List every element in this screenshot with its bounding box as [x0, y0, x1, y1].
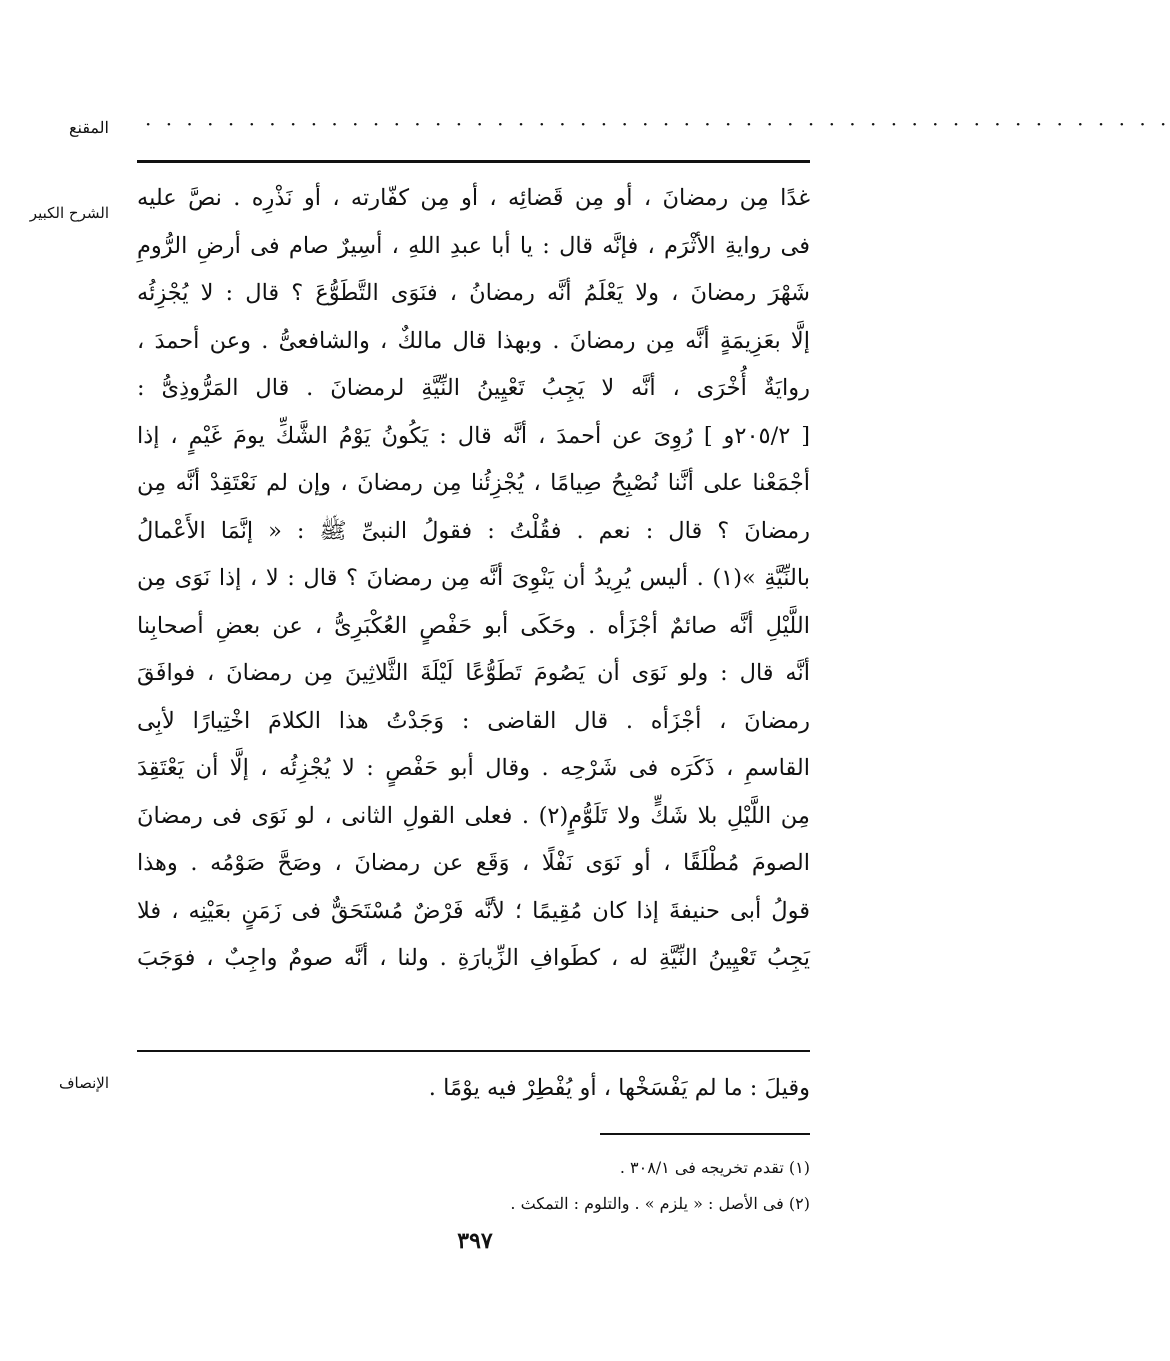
text-line: رمضانَ ، أجْزَأه . قال القاضى : وَجَدْتُ هذا الكلامَ اخْتِيارًا لأبِى	[137, 707, 810, 734]
margin-label-sharh: الشرح الكبير	[29, 204, 109, 222]
footnote: (١) تقدم تخريجه فى ٣٠٨/١ .	[619, 1158, 810, 1177]
text-line: غدًا مِن رمضانَ ، أو مِن قَضائِه ، أو مِن كفّارته ، أو نَذْرِه . نصَّ عليه	[137, 185, 810, 211]
footnote: (٢) فى الأصل : « يلزم » . والتلوم : التمكث .	[510, 1194, 810, 1213]
margin-label-insaf: الإنصاف	[58, 1074, 109, 1092]
page-number: ٣٩٧	[457, 1228, 493, 1254]
insaf-text: وقيلَ : ما لم يَفْسَخْها ، أو يُفْطِرْ فيه يوْمًا .	[428, 1075, 810, 1101]
commentary-text	[137, 175, 810, 983]
text-line: أجْمَعْنا على أنَّنا نُصْبِحُ صِيامًا ، يُجْزِئُنا مِن رمضانَ ، وإن لم نَعْتَقِدْ أنَّه مِن	[137, 470, 810, 496]
footnotes	[137, 1150, 810, 1222]
running-header-title: المقنع	[68, 118, 109, 137]
text-line: يَجِبُ تَعْيِينُ النِّيَّةِ له ، كطَوافِ الزِّيارَةِ . ولنا ، أنَّه صومٌ واجِبٌ ، فوَجَبَ	[137, 945, 810, 971]
text-line: قولُ أبى حنيفةَ إذا كان مُقِيمًا ؛ لأنَّه فَرْضٌ مُسْتَحَقٌّ فى زَمَنٍ بعَيْنِه ، فلا	[137, 897, 810, 924]
text-line: بالنِّيَّةِ »(١) . أليس يُرِيدُ أن يَنْوِىَ أنَّه مِن رمضانَ ؟ قال : لا ، إذا نَوَى مِن	[137, 565, 811, 591]
text-line: مِن اللَّيْلِ بلا شَكٍّ ولا تَلَوُّمٍ(٢) . فعلى القولِ الثانى ، لو نَوَى فى رمضانَ	[137, 802, 810, 829]
text-line: شَهْرَ رمضانَ ، ولا يَعْلَمُ أنَّه رمضانُ ، فنَوَى التَّطَوُّعَ ؟ قال : لا يُجْزِئُه	[137, 280, 810, 306]
text-line: روايَةٌ أُخْرَى ، أنَّه لا يَجِبُ تَعْيِينُ النِّيَّةِ لرمضانَ . قال المَرُّوذِىُّ :	[137, 375, 810, 401]
text-line: اللَّيْلِ أنَّه صائمٌ أجْزَأه . وحَكَى أبو حَفْصٍ العُكْبَرِىُّ ، عن بعضِ أصحابِنا	[137, 612, 810, 639]
text-line: القاسمِ ، ذَكَرَه فى شَرْحِه . وقال أبو حَفْصٍ : لا يُجْزِئُه ، إلَّا أن يَعْتَقِدَ	[137, 755, 810, 781]
text-line: رمضانَ ؟ قال : نعم . فقُلْتُ : فقولُ النبىِّ ﷺ : « إنَّمَا الأَعْمالُ	[137, 517, 810, 544]
header-dotted-leader: · · · · · · · · · · · · · · · · · · · · · · · · · · · · · · · · · · · · · · · · · · · · · · · · · ·	[145, 112, 1170, 136]
footnote-rule	[600, 1133, 810, 1135]
text-line: فى روايةِ الأثْرَم ، فإنَّه قال : يا أبا عبدِ اللهِ ، أسِيرٌ صام فى أرضِ الرُّومِ	[137, 232, 810, 259]
text-line: الصومَ مُطْلَقًا ، أو نَوَى نَفْلًا ، وَقَع عن رمضانَ ، وصَحَّ صَوْمُه . وهذا	[137, 850, 810, 876]
section-divider	[137, 1050, 810, 1052]
text-line: أنَّه قال : ولو نَوَى أن يَصُومَ تَطَوُّعًا لَيْلَةَ الثَّلاثِينَ مِن رمضانَ ، فوافَقَ	[137, 660, 810, 686]
header-rule	[137, 160, 810, 163]
text-line: إلَّا بعَزِيمَةٍ أنَّه مِن رمضانَ . وبهذا قال مالكٌ ، والشافعىُّ . وعن أحمدَ ،	[137, 327, 810, 354]
text-line: [ ٢٠٥/٢و ] رُوِىَ عن أحمدَ ، أنَّه قال : يَكُونُ يَوْمُ الشَّكِّ يومَ غَيْمٍ ، إذا	[137, 422, 810, 449]
